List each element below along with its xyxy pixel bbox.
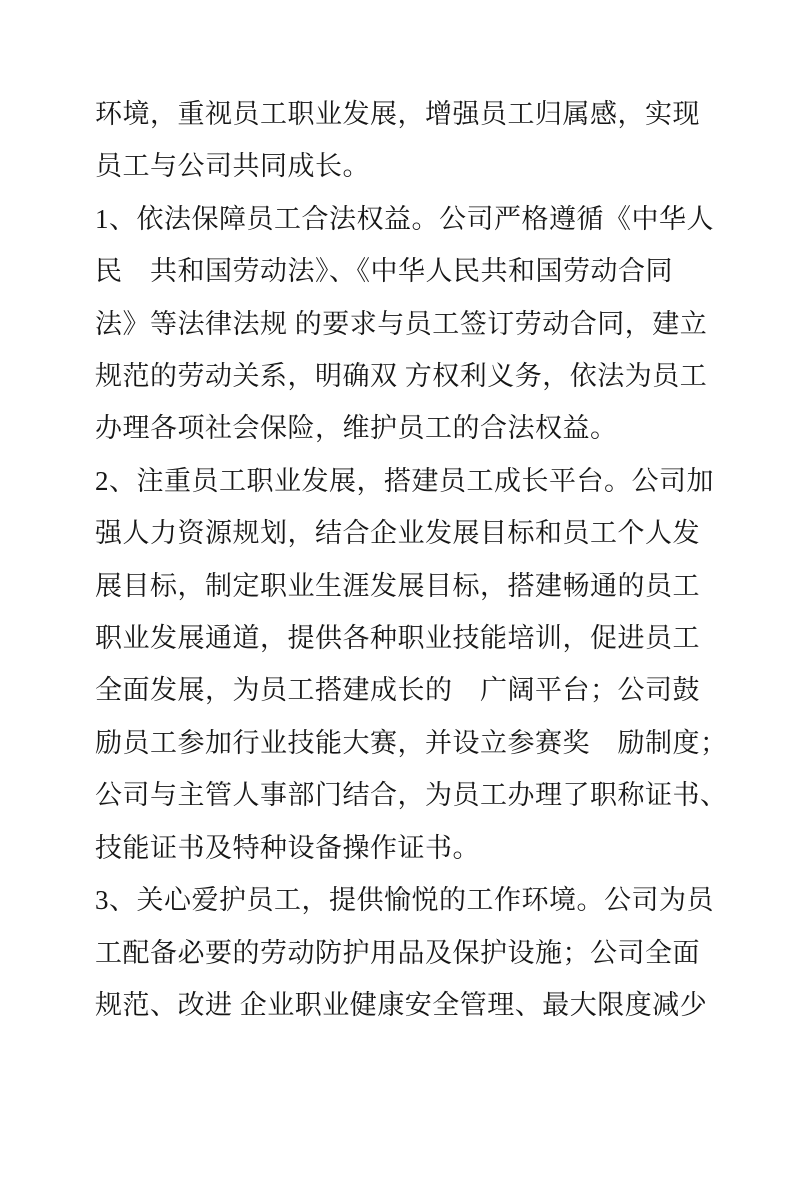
text-line: 法》等法律法规 的要求与员工签订劳动合同，建立	[95, 308, 708, 339]
text-line: 2、注重员工职业发展，搭建员工成长平台。公司加	[95, 465, 714, 496]
text-line: 公司与主管人事部门结合，为员工办理了职称证书、	[95, 780, 728, 811]
text-line: 1、依法保障员工合法权益。公司严格遵循《中华人	[95, 203, 714, 234]
text-line: 3、关心爱护员工，提供愉悦的工作环境。公司为员	[95, 885, 714, 916]
text-line: 职业发展通道，提供各种职业技能培训，促进员工	[95, 623, 700, 654]
text-line: 工配备必要的劳动防护用品及保护设施；公司全面	[95, 937, 700, 968]
text-line: 环境，重视员工职业发展，增强员工归属感，实现	[95, 99, 700, 129]
document-text-block	[95, 88, 735, 1031]
text-line: 展目标，制定职业生涯发展目标，搭建畅通的员工	[95, 570, 700, 601]
text-line: 规范的劳动关系，明确双 方权利义务，依法为员工	[95, 361, 708, 392]
text-line: 民 共和国劳动法》、《中华人民共和国劳动合同	[95, 256, 673, 287]
text-line: 全面发展，为员工搭建成长的 广阔平台；公司鼓	[95, 675, 700, 706]
text-line: 员工与公司共同成长。	[95, 151, 370, 182]
text-line: 办理各项社会保险，维护员工的合法权益。	[95, 413, 618, 444]
text-line: 技能证书及特种设备操作证书。	[95, 832, 480, 863]
text-line: 强人力资源规划，结合企业发展目标和员工个人发	[95, 518, 700, 549]
text-line: 励员工参加行业技能大赛，并设立参赛奖 励制度；	[95, 727, 728, 758]
text-line: 规范、改进 企业职业健康安全管理、最大限度减少	[95, 989, 708, 1020]
